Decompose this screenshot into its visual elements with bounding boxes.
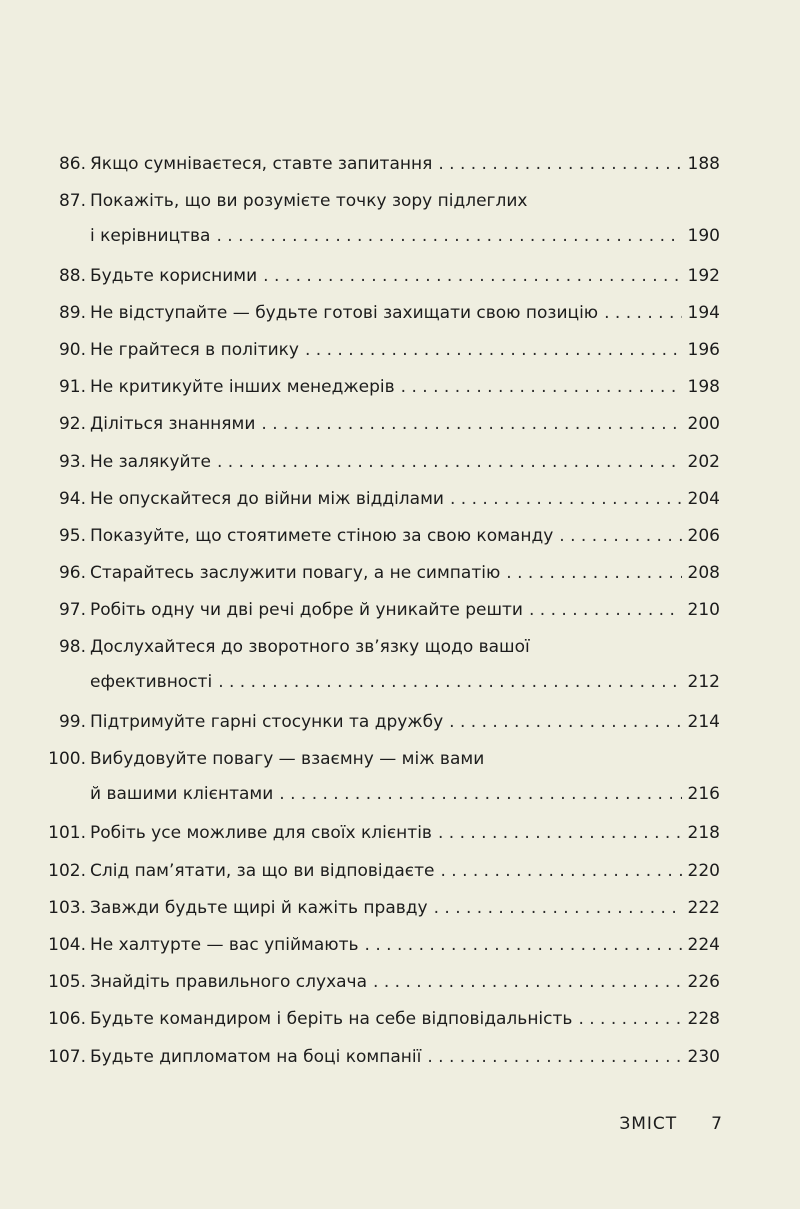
dot-leader xyxy=(365,929,682,962)
entry-title: Не опускайтеся до війни між відділами xyxy=(90,488,444,509)
entry-number: 105. xyxy=(48,972,86,993)
entry-number: 93. xyxy=(58,451,86,472)
entry-page-number: 192 xyxy=(687,265,720,286)
toc-entry xyxy=(48,334,720,371)
entry-title: Не критикуйте інших менеджерів xyxy=(90,377,395,398)
toc-entry xyxy=(48,966,720,1003)
entry-title: Робіть усе можливе для своїх клієнтів xyxy=(90,823,432,844)
entry-page-number: 210 xyxy=(687,600,720,621)
entry-title: Не грайтеся в політику xyxy=(90,339,299,360)
dot-leader xyxy=(427,1041,681,1074)
entry-title: Покажіть, що ви розумієте точку зору підлеглих xyxy=(90,191,528,212)
entry-page-number: 222 xyxy=(687,897,720,918)
entry-title: Завжди будьте щирі й кажіть правду xyxy=(90,897,428,918)
dot-leader xyxy=(218,666,681,699)
dot-leader xyxy=(217,446,682,479)
toc-entry xyxy=(48,743,720,817)
entry-page-number: 208 xyxy=(687,563,720,584)
entry-number: 86. xyxy=(58,154,86,174)
entry-title: Не халтурте — вас упіймають xyxy=(90,934,359,955)
entry-title: Будьте корисними xyxy=(90,265,258,286)
table-of-contents xyxy=(0,148,800,1078)
page-number: 7 xyxy=(711,1114,722,1134)
entry-page-number: 230 xyxy=(687,1046,720,1067)
entry-title: Робіть одну чи дві речі добре й уникайте решти xyxy=(90,600,523,621)
dot-leader xyxy=(438,817,682,850)
entry-number: 103. xyxy=(48,897,86,918)
dot-leader xyxy=(438,148,681,181)
entry-title: ефективності xyxy=(90,672,213,693)
entry-title: Підтримуйте гарні стосунки та дружбу xyxy=(90,711,444,732)
dot-leader xyxy=(434,892,682,925)
entry-number: 89. xyxy=(58,302,86,323)
entry-number: 91. xyxy=(58,377,86,398)
entry-number: 99. xyxy=(58,711,86,732)
dot-leader xyxy=(604,297,681,330)
entry-page-number: 196 xyxy=(687,339,720,360)
dot-leader xyxy=(373,966,682,999)
entry-title: і керівництва xyxy=(90,226,211,247)
dot-leader xyxy=(529,594,682,627)
entry-title: Слід пам’ятати, за що ви відповідаєте xyxy=(90,860,435,881)
entry-number: 92. xyxy=(58,414,86,435)
entry-number: 101. xyxy=(48,823,86,844)
entry-page-number: 216 xyxy=(687,784,720,805)
dot-leader xyxy=(449,706,681,739)
entry-number: 102. xyxy=(48,860,86,881)
entry-number: 96. xyxy=(58,563,86,584)
entry-page-number: 226 xyxy=(687,972,720,993)
entry-page-number: 198 xyxy=(687,377,720,398)
entry-title: Не залякуйте xyxy=(90,451,211,472)
toc-entry xyxy=(48,892,720,929)
dot-leader xyxy=(401,371,682,404)
dot-leader xyxy=(305,334,682,367)
entry-title: Не відступайте — будьте готові захищати свою позицію xyxy=(90,302,599,323)
entry-number: 94. xyxy=(58,488,86,509)
entry-number: 97. xyxy=(58,600,86,621)
toc-entry xyxy=(48,260,720,297)
toc-entry xyxy=(48,520,720,557)
entry-page-number: 228 xyxy=(687,1009,720,1030)
dot-leader xyxy=(578,1003,681,1036)
entry-page-number: 204 xyxy=(687,488,720,509)
entry-number: 88. xyxy=(58,265,86,286)
dot-leader xyxy=(506,557,681,590)
dot-leader xyxy=(559,520,681,553)
entry-title: Знайдіть правильного слухача xyxy=(90,972,368,993)
entry-page-number: 218 xyxy=(687,823,720,844)
page-footer xyxy=(619,1114,722,1134)
toc-entry xyxy=(48,706,720,743)
toc-entry xyxy=(48,1003,720,1040)
entry-title: Дослухайтеся до зворотного зв’язку щодо вашої xyxy=(90,637,530,658)
entry-page-number: 224 xyxy=(687,934,720,955)
entry-title: Діліться знаннями xyxy=(90,414,256,435)
toc-entry xyxy=(48,185,720,259)
toc-entry xyxy=(48,148,720,185)
entry-page-number: 200 xyxy=(687,414,720,435)
entry-page-number: 194 xyxy=(687,302,720,323)
dot-leader xyxy=(216,220,681,253)
entry-title: Старайтесь заслужити повагу, а не симпатію xyxy=(90,563,501,584)
entry-page-number: 206 xyxy=(687,525,720,546)
entry-page-number: 214 xyxy=(687,711,720,732)
entry-title: Будьте дипломатом на боці компанії xyxy=(90,1046,422,1067)
toc-entry xyxy=(48,631,720,705)
entry-page-number: 202 xyxy=(687,451,720,472)
entry-number: 107. xyxy=(48,1046,86,1067)
entry-title: Вибудовуйте повагу — взаємну — між вами xyxy=(90,749,485,770)
toc-entry xyxy=(48,1041,720,1078)
entry-page-number: 212 xyxy=(687,672,720,693)
dot-leader xyxy=(440,855,681,888)
toc-entry xyxy=(48,594,720,631)
entry-number: 87. xyxy=(58,191,86,212)
entry-title: й вашими клієнтами xyxy=(90,784,274,805)
dot-leader xyxy=(279,778,681,811)
toc-entry xyxy=(48,855,720,892)
entry-title: Показуйте, що стоятимете стіною за свою команду xyxy=(90,525,554,546)
toc-entry xyxy=(48,371,720,408)
entry-number: 98. xyxy=(58,637,86,658)
toc-entry xyxy=(48,297,720,334)
dot-leader xyxy=(261,408,681,441)
section-label: ЗМІСТ xyxy=(619,1114,678,1134)
entry-number: 100. xyxy=(48,749,86,770)
entry-page-number: 190 xyxy=(687,226,720,247)
entry-title: Якщо сумніваєтеся, ставте запитання xyxy=(90,154,433,174)
entry-page-number: 188 xyxy=(687,154,720,174)
toc-entry xyxy=(48,929,720,966)
entry-number: 95. xyxy=(58,525,86,546)
entry-number: 106. xyxy=(48,1009,86,1030)
toc-entry xyxy=(48,483,720,520)
entry-title: Будьте командиром і беріть на себе відповідальність xyxy=(90,1009,573,1030)
toc-entry xyxy=(48,446,720,483)
toc-entry xyxy=(48,817,720,854)
toc-entry xyxy=(48,408,720,445)
entry-page-number: 220 xyxy=(687,860,720,881)
dot-leader xyxy=(450,483,682,516)
entry-number: 104. xyxy=(48,934,86,955)
entry-number: 90. xyxy=(58,339,86,360)
dot-leader xyxy=(263,260,681,293)
toc-entry xyxy=(48,557,720,594)
